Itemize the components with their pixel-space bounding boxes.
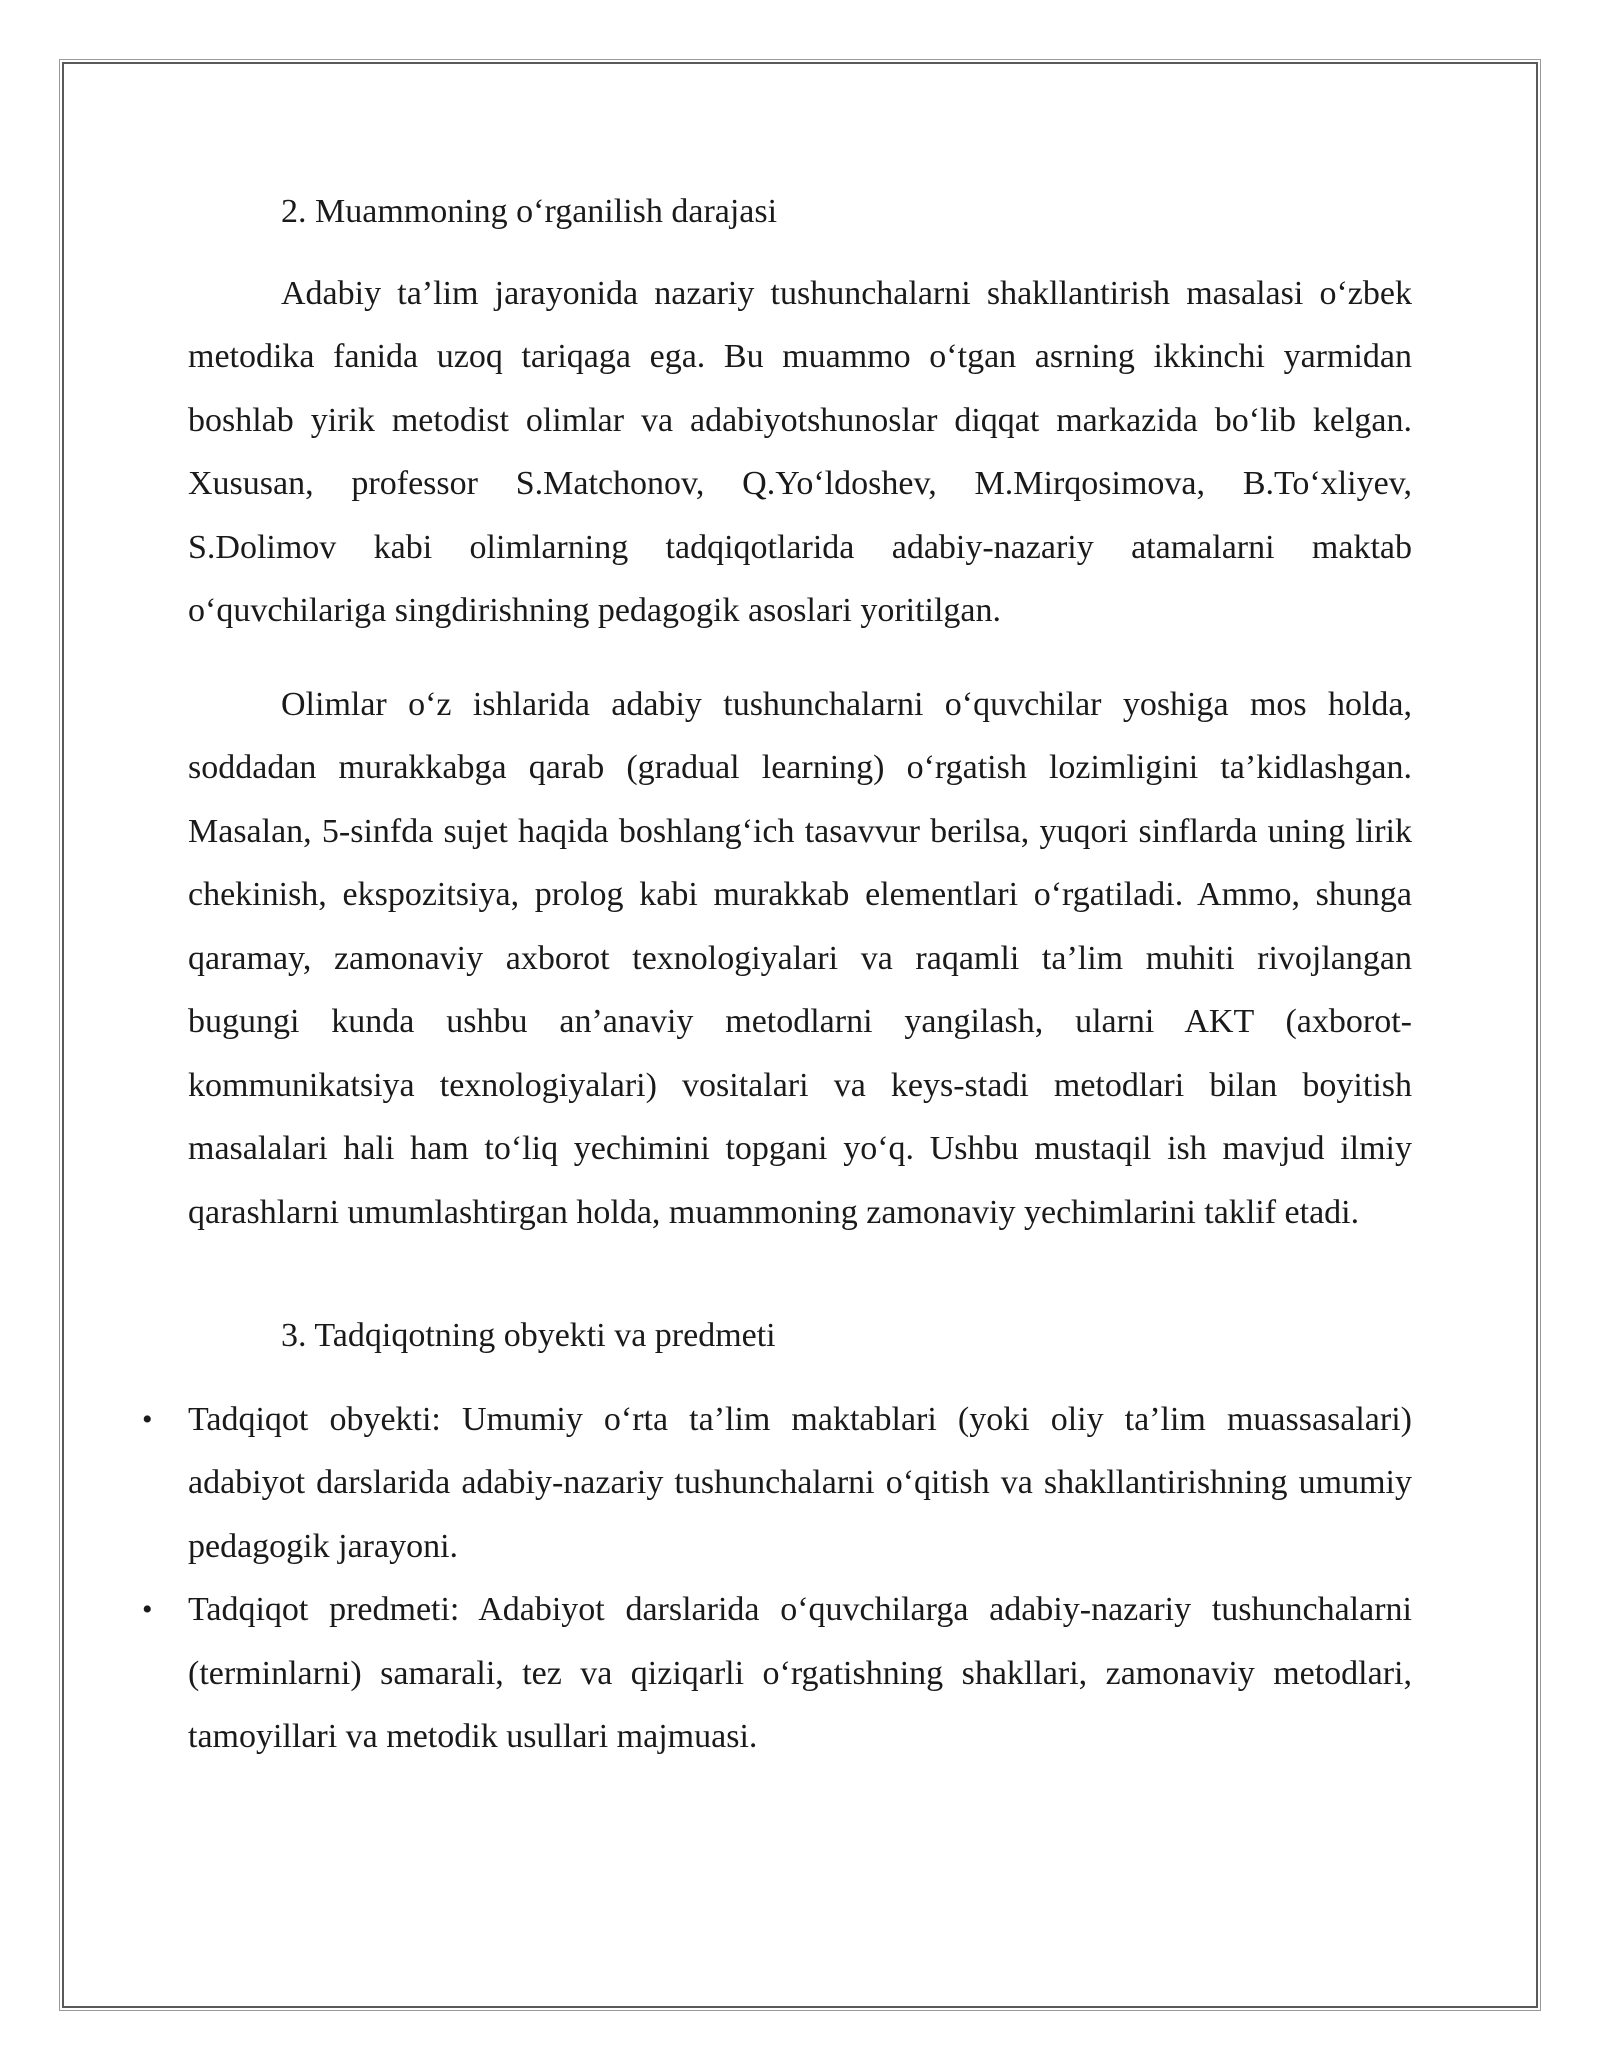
- section-2-heading: 2. Muammoning o‘rganilish darajasi: [281, 193, 778, 230]
- bullet-text-subject: Tadqiqot predmeti: Adabiyot darslarida o‘quvchilarga adabiy-nazariy tushunchalarni (terminlarni) samarali, tez va qiziqarli o‘rgatishning shakllari, zamonaviy metodlari, tamoyillari va metodik usullari majmuasi.: [188, 1591, 1412, 1755]
- list-item: [142, 1578, 1412, 1769]
- bullet-text-object: Tadqiqot obyekti: Umumiy o‘rta ta’lim maktablari (yoki oliy ta’lim muassasalari) adabiyot darslarida adabiy-nazariy tushunchalarni o‘qitish va shakllantirishning umumiy pedagogik jarayoni.: [188, 1400, 1412, 1565]
- section-3-heading: 3. Tadqiqotning obyekti va predmeti: [281, 1317, 776, 1354]
- document-body: [142, 180, 1412, 1769]
- bullet-icon: •: [142, 1593, 153, 1626]
- list-item: [142, 1388, 1412, 1579]
- section-3-bullet-list: [142, 1388, 1412, 1769]
- section-2-paragraph-2: Olimlar o‘z ishlarida adabiy tushunchalarni o‘quvchilar yoshiga mos holda, soddadan murakkabga qarab (gradual learning) o‘rgatish lozimligini ta’kidlashgan. Masalan, 5-sinfda sujet haqida boshlang‘ich tasavvur berilsa, yuqori sinflarda uning lirik chekinish, ekspozitsiya, prolog kabi murakkab elementlari o‘rgatiladi. Ammo, shunga qaramay, zamonaviy axborot texnologiyalari va raqamli ta’lim muhiti rivojlangan bugungi kunda ushbu an’anaviy metodlarni yangilash, ularni AKT (axborot-kommunikatsiya texnologiyalari) vositalari va keys-stadi metodlari bilan boyitish masalalari hali ham to‘liq yechimini topgani yo‘q. Ushbu mustaqil ish mavjud ilmiy qarashlarni umumlashtirgan holda, muammoning zamonaviy yechimlarini taklif etadi.: [188, 685, 1412, 1231]
- section-2-paragraph-1: Adabiy ta’lim jarayonida nazariy tushunchalarni shakllantirish masalasi o‘zbek metodika fanida uzoq tariqaga ega. Bu muammo o‘tgan asrning ikkinchi yarmidan boshlab yirik metodist olimlar va adabiyotshunoslar diqqat markazida bo‘lib kelgan. Xususan, professor S.Matchonov, Q.Yo‘ldoshev, M.Mirqosimova, B.To‘xliyev, S.Dolimov kabi olimlarning tadqiqotlarida adabiy-nazariy atamalarni maktab o‘quvchilariga singdirishning pedagogik asoslari yoritilgan.: [188, 274, 1412, 629]
- bullet-icon: •: [142, 1402, 153, 1436]
